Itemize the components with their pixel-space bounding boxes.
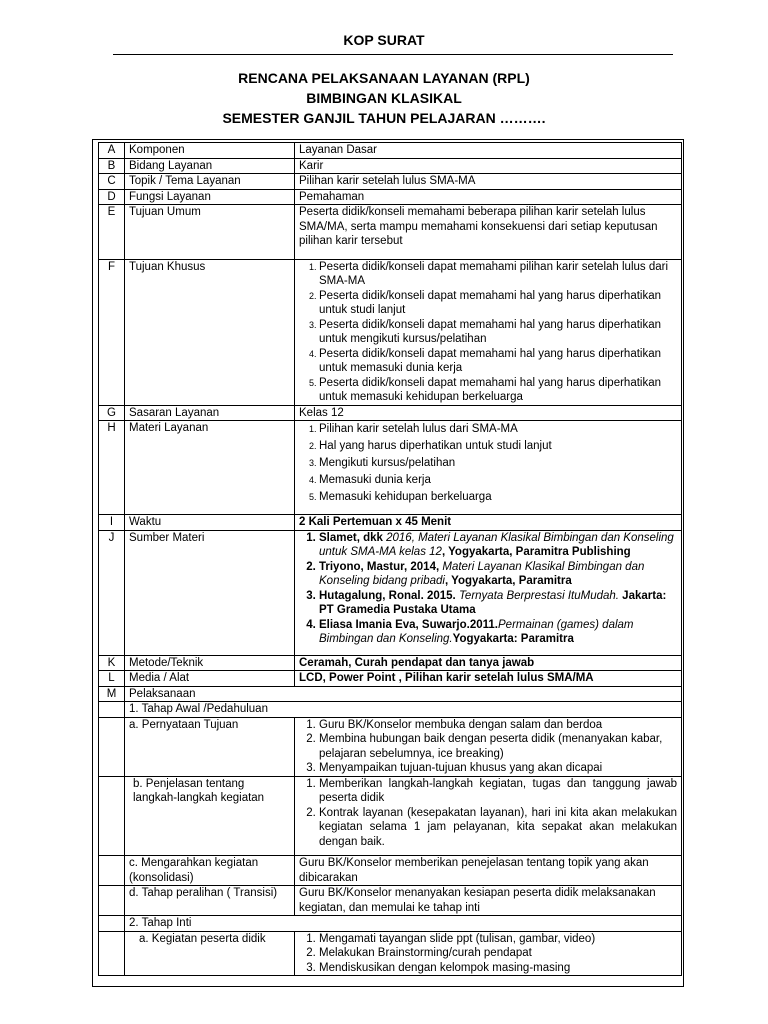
list-item: 3. Peserta didik/konseli dapat memahami hal yang harus diperhatikan untuk mengikuti kursus/pelatihan	[319, 318, 677, 347]
document-titles	[0, 68, 768, 128]
list-item: 4. Memasuki dunia kerja	[319, 472, 677, 489]
row-value: 2 Kali Pertemuan x 45 Menit	[295, 515, 682, 531]
list-item: 1. Mengamati tayangan slide ppt (tulisan, gambar, video)	[319, 932, 677, 947]
row-label: Metode/Teknik	[125, 655, 295, 671]
list-item: 2. Hal yang harus diperhatikan untuk studi lanjut	[319, 438, 677, 455]
sub-value	[295, 717, 682, 776]
list-item: 3. Mendiskusikan dengan kelompok masing-masing	[319, 961, 677, 976]
list-item: 3. Menyampaikan tujuan-tujuan khusus yang akan dicapai	[319, 761, 677, 776]
pernyataan-list	[299, 718, 677, 776]
penjelasan-list	[299, 777, 677, 850]
row-value: Pilihan karir setelah lulus SMA-MA	[295, 174, 682, 190]
tahap-awal-heading: 1. Tahap Awal /Pedahuluan	[125, 702, 682, 718]
rpl-table	[98, 142, 682, 976]
row-value	[295, 259, 682, 405]
row-letter: F	[99, 259, 125, 405]
kop-surat: KOP SURAT	[343, 32, 425, 48]
row-value: Peserta didik/konseli memahami beberapa pilihan karir setelah lulus SMA/MA, serta mampu memahami konsekuensi dari setiap keputusan pilihan karir tersebut	[295, 205, 682, 260]
row-i	[99, 515, 682, 531]
list-item: 4. Peserta didik/konseli dapat memahami hal yang harus diperhatikan untuk memasuki dunia kerja	[319, 347, 677, 376]
list-item	[319, 531, 677, 560]
sub-label: a. Kegiatan peserta didik	[125, 931, 295, 976]
source-title: Materi Layanan Klasikal Bimbingan dan Konseling bidang pribadi	[319, 560, 645, 587]
sub-label: d. Tahap peralihan ( Transisi)	[125, 886, 295, 916]
tujuan-khusus-list	[299, 260, 677, 405]
row-letter: M	[99, 686, 125, 702]
row-value	[295, 530, 682, 655]
list-item	[319, 589, 677, 618]
row-a	[99, 143, 682, 159]
source-title: Permainan (games) dalam Bimbingan dan Konseling.	[319, 618, 634, 645]
list-item: 1. Memberikan langkah-langkah kegiatan, tugas dan tanggung jawab peserta didik	[319, 777, 677, 806]
row-label: Media / Alat	[125, 671, 295, 687]
row-b	[99, 158, 682, 174]
row-value	[295, 421, 682, 515]
sub-value	[295, 776, 682, 856]
source-title: Ternyata Berprestasi ItuMudah.	[458, 589, 619, 602]
sumber-list	[299, 531, 677, 647]
sub-label: a. Pernyataan Tujuan	[125, 717, 295, 776]
source-author: Eliasa Imania Eva, Suwarjo.2011.	[319, 618, 498, 631]
list-item: 5. Memasuki kehidupan berkeluarga	[319, 489, 677, 506]
source-publisher: , Yogyakarta, Paramitra	[444, 575, 572, 587]
row-l	[99, 671, 682, 687]
row-label: Fungsi Layanan	[125, 189, 295, 205]
row-value: Layanan Dasar	[295, 143, 682, 159]
list-item: 2. Kontrak layanan (kesepakatan layanan), hari ini kita akan melakukan kegiatan selama 1 jam pelayanan, kita sepakat akan melakukan dengan baik.	[319, 806, 677, 850]
row-label: Pelaksanaan	[125, 686, 682, 702]
list-item: 2. Melakukan Brainstorming/curah pendapat	[319, 946, 677, 961]
row-letter: A	[99, 143, 125, 159]
source-publisher: , Yogyakarta, Paramitra Publishing	[441, 546, 631, 558]
sub-value: Guru BK/Konselor memberikan penejelasan tentang topik yang akan dibicarakan	[295, 856, 682, 886]
title-line-3: SEMESTER GANJIL TAHUN PELAJARAN ……….	[222, 110, 546, 126]
row-letter: J	[99, 530, 125, 655]
peralihan-row	[99, 886, 682, 916]
list-item	[319, 618, 677, 647]
row-letter: H	[99, 421, 125, 515]
sub-label: b. Penjelasan tentang langkah-langkah kegiatan	[125, 776, 295, 856]
row-value: Pemahaman	[295, 189, 682, 205]
row-letter: D	[99, 189, 125, 205]
row-e	[99, 205, 682, 260]
row-letter: E	[99, 205, 125, 260]
penjelasan-row	[99, 776, 682, 856]
source-author: Hutagalung, Ronal. 2015.	[319, 589, 459, 602]
title-line-2: BIMBINGAN KLASIKAL	[306, 90, 462, 106]
row-value: Kelas 12	[295, 405, 682, 421]
list-item: 1. Peserta didik/konseli dapat memahami pilihan karir setelah lulus dari SMA-MA	[319, 260, 677, 289]
row-label: Topik / Tema Layanan	[125, 174, 295, 190]
list-item: 1. Pilihan karir setelah lulus dari SMA-MA	[319, 421, 677, 438]
row-label: Tujuan Umum	[125, 205, 295, 260]
source-title: 2016, Materi Layanan Klasikal Bimbingan dan Konseling untuk SMA-MA kelas 12	[319, 531, 674, 558]
row-label: Sasaran Layanan	[125, 405, 295, 421]
list-item: 2. Peserta didik/konseli dapat memahami hal yang harus diperhatikan untuk studi lanjut	[319, 289, 677, 318]
row-label: Materi Layanan	[125, 421, 295, 515]
list-item: 2. Membina hubungan baik dengan peserta didik (menanyakan kabar, pelajaran sebelumnya, ice breaking)	[319, 732, 677, 761]
source-publisher: Jakarta: PT Gramedia Pustaka Utama	[319, 589, 667, 616]
row-letter: K	[99, 655, 125, 671]
kop-divider	[113, 54, 673, 55]
tahap-inti-heading: 2. Tahap Inti	[125, 916, 682, 932]
kegiatan-row	[99, 931, 682, 976]
row-k	[99, 655, 682, 671]
row-label: Bidang Layanan	[125, 158, 295, 174]
row-letter: B	[99, 158, 125, 174]
list-item	[319, 560, 677, 589]
row-d	[99, 189, 682, 205]
tahap-awal-row	[99, 702, 682, 718]
title-line-1: RENCANA PELAKSANAAN LAYANAN (RPL)	[238, 70, 530, 86]
mengarahkan-row	[99, 856, 682, 886]
row-value: Karir	[295, 158, 682, 174]
source-publisher: Yogyakarta: Paramitra	[452, 633, 574, 645]
list-item: 3. Mengikuti kursus/pelatihan	[319, 455, 677, 472]
source-author: Slamet, dkk	[319, 531, 387, 544]
row-c	[99, 174, 682, 190]
source-author: Triyono, Mastur, 2014,	[319, 560, 443, 573]
row-label: Komponen	[125, 143, 295, 159]
sub-value: Guru BK/Konselor menanyakan kesiapan peserta didik melaksanakan kegiatan, dan memulai ke tahap inti	[295, 886, 682, 916]
list-item: 1. Guru BK/Konselor membuka dengan salam dan berdoa	[319, 718, 677, 733]
row-j	[99, 530, 682, 655]
row-letter: I	[99, 515, 125, 531]
sub-value	[295, 931, 682, 976]
row-letter: G	[99, 405, 125, 421]
row-label: Waktu	[125, 515, 295, 531]
row-m	[99, 686, 682, 702]
sub-label: c. Mengarahkan kegiatan (konsolidasi)	[125, 856, 295, 886]
row-f	[99, 259, 682, 405]
list-item: 5. Peserta didik/konseli dapat memahami hal yang harus diperhatikan untuk memasuki kehidupan berkeluarga	[319, 376, 677, 405]
row-h	[99, 421, 682, 515]
row-label: Sumber Materi	[125, 530, 295, 655]
row-g	[99, 405, 682, 421]
row-value: Ceramah, Curah pendapat dan tanya jawab	[295, 655, 682, 671]
materi-list	[299, 421, 677, 506]
row-label: Tujuan Khusus	[125, 259, 295, 405]
row-letter: L	[99, 671, 125, 687]
row-letter: C	[99, 174, 125, 190]
kegiatan-list	[299, 932, 677, 976]
row-value: LCD, Power Point , Pilihan karir setelah lulus SMA/MA	[295, 671, 682, 687]
pernyataan-row	[99, 717, 682, 776]
tahap-inti-row	[99, 916, 682, 932]
